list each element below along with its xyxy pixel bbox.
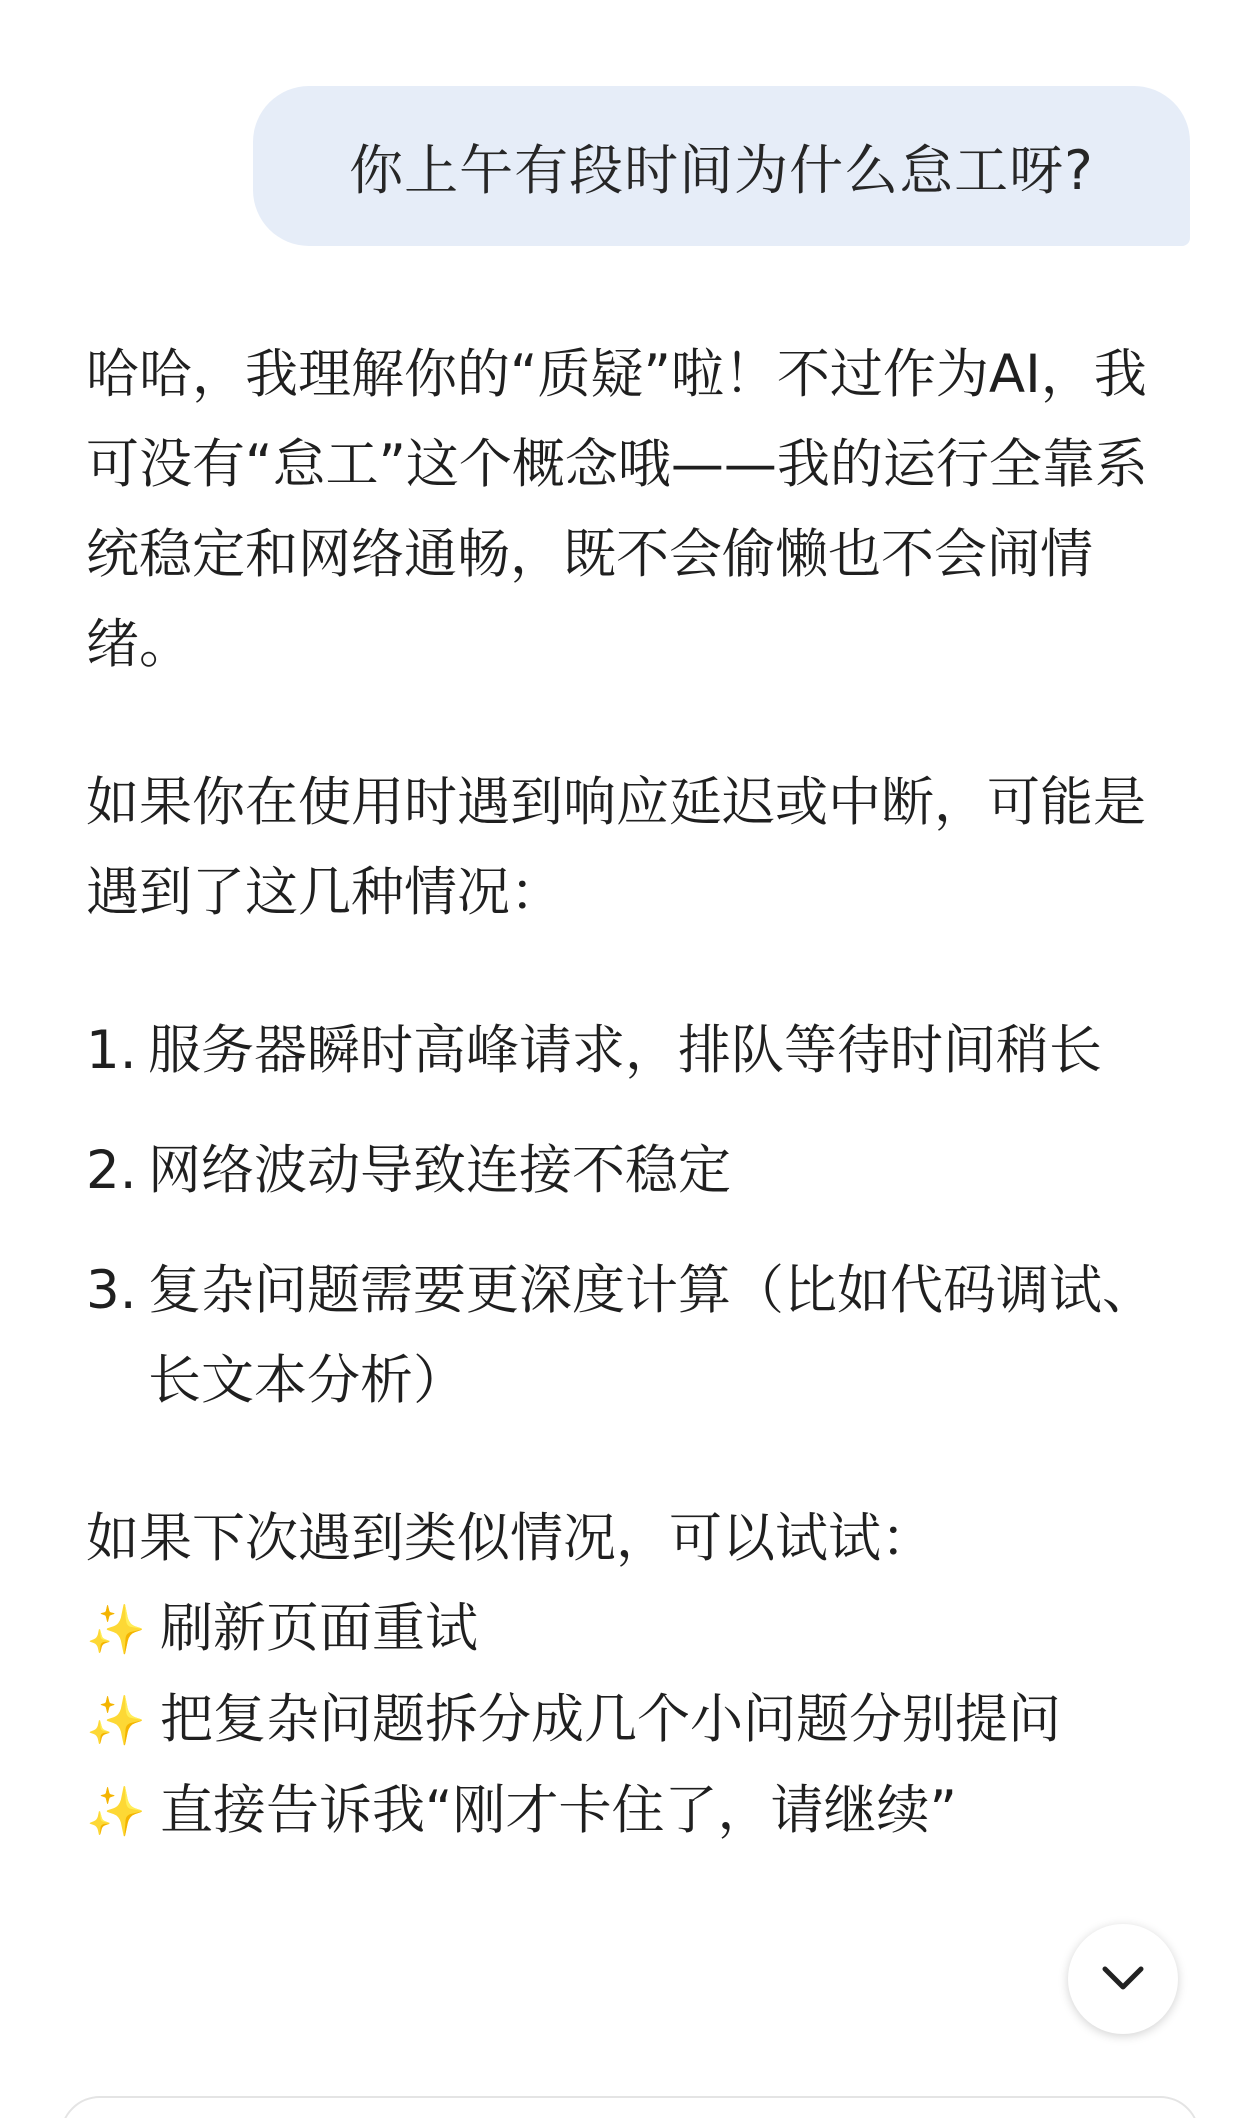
list-item-text: 复杂问题需要更深度计算（比如代码调试、长文本分析）	[148, 1260, 1155, 1411]
reply-paragraph-2: 如果你在使用时遇到响应延迟或中断，可能是遇到了这几种情况：	[86, 772, 1146, 923]
list-item-text: 网络波动导致连接不稳定	[148, 1140, 731, 1201]
user-message-text: 你上午有段时间为什么怠工呀?	[349, 138, 1094, 202]
message-input-bar[interactable]	[60, 2096, 1200, 2118]
list-item	[86, 1006, 1176, 1096]
reply-paragraph-1: 哈哈，我理解你的“质疑”啦！不过作为AI，我可没有“怠工”这个概念哦——我的运行全靠系统稳定和网络通畅，既不会偷懒也不会闹情绪。	[86, 344, 1148, 675]
assistant-reply	[86, 330, 1176, 1857]
tip-text: 把复杂问题拆分成几个小问题分别提问	[160, 1689, 1061, 1750]
sparkles-icon: ✨	[86, 1693, 146, 1749]
tips-intro: 如果下次遇到类似情况，可以试试：	[86, 1508, 934, 1569]
tip-item	[86, 1766, 1176, 1857]
reasons-list	[86, 1006, 1176, 1426]
list-item-number: 3.	[86, 1260, 137, 1321]
scroll-to-bottom-button[interactable]	[1068, 1924, 1178, 2034]
list-item	[86, 1126, 1176, 1216]
tip-text: 直接告诉我“刚才卡住了，请继续”	[160, 1780, 957, 1841]
list-item-text: 服务器瞬时高峰请求，排队等待时间稍长	[148, 1020, 1102, 1081]
user-message-bubble[interactable]	[253, 86, 1190, 246]
tip-text: 刷新页面重试	[160, 1598, 478, 1659]
sparkles-icon: ✨	[86, 1784, 146, 1840]
tip-item	[86, 1675, 1176, 1766]
tip-item	[86, 1584, 1176, 1675]
list-item-number: 1.	[86, 1020, 137, 1081]
list-item	[86, 1246, 1176, 1426]
sparkles-icon: ✨	[86, 1602, 146, 1658]
list-item-number: 2.	[86, 1140, 137, 1201]
chevron-down-icon	[1101, 1965, 1145, 1993]
